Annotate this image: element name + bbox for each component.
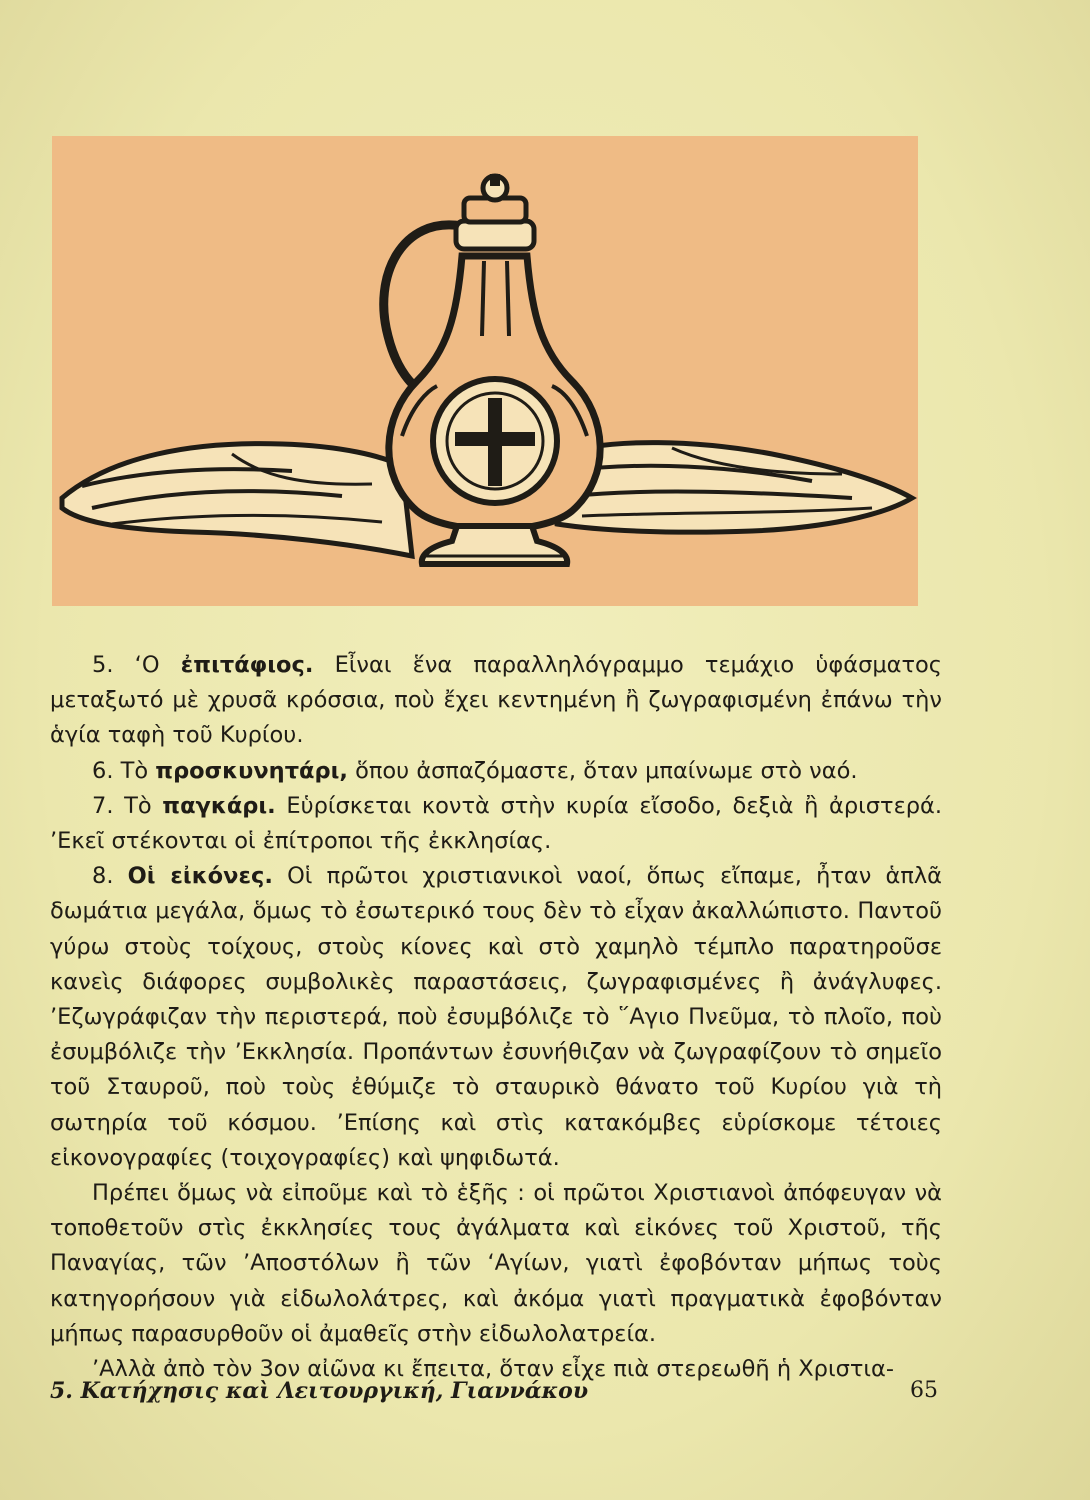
item-text: Οἱ πρῶτοι χριστιανικοὶ ναοί, ὅπως εἴπαμε, ἦταν ἁπλᾶ δωμάτια μεγάλα, ὅμως τὸ ἐσωτερικό τους δὲν τὸ εἶχαν ἀκαλλώπιστο. Παντοῦ γύρω στοὺς τοίχους, στοὺς κίονες καὶ στὸ χαμηλὸ τέμπλο παρατηροῦσε κανεὶς διάφορες συμβολικὲς παραστάσεις, ζωγραφισμένες ἢ ἀνάγλυφες. ’Εζωγράφιζαν τὴν περιστερά, ποὺ ἐσυμβόλιζε τὸ ῞Αγιο Πνεῦμα, τὸ πλοῖο, ποὺ ἐσυμβόλιζε τὴν ’Εκκλησία. Προπάντων ἐσυνήθιζαν νὰ ζωγραφίζουν τὸ σημεῖο τοῦ Σταυροῦ, ποὺ τοὺς ἐθύμιζε τὸ σταυρικὸ θάνατο τοῦ Κυρίου γιὰ τὴ σωτηρία τοῦ κόσμου. ’Επίσης καὶ στὶς κατακόμβες εὑρίσκομε τέτοιες εἰκονογραφίες (τοιχογραφίες) καὶ ψηφιδωτά. xyxy=(50,863,943,1171)
item-number: 6. Τὸ xyxy=(92,757,156,784)
paragraph-proskynitari xyxy=(50,754,942,789)
item-term: ἐπιτάφιος. xyxy=(180,652,314,678)
item-term: προσκυνητάρι, xyxy=(155,757,348,784)
paragraph-epitaphios xyxy=(50,648,942,754)
epitaphios-illustration xyxy=(52,136,918,606)
paragraph-first-christians xyxy=(50,1176,942,1352)
cloth-left xyxy=(62,444,412,556)
item-number: 7. Τὸ xyxy=(92,792,163,819)
item-text: Εἶναι ἕνα παραλληλόγραμμο τεμάχιο ὑφάσματος μεταξωτό μὲ χρυσᾶ κρόσσια, ποὺ ἔχει κεντημένη ἢ ζωγραφισμένη ἐπάνω τὴν ἁγία ταφὴ τοῦ Κυρίου. xyxy=(50,652,942,749)
paragraph-text: ’Αλλὰ ἀπὸ τὸν 3ον αἰῶνα κι ἔπειτα, ὅταν εἶχε πιὰ στερεωθῆ ἡ Χριστια- xyxy=(92,1356,894,1383)
item-number: 8. xyxy=(92,863,128,890)
page-number: 65 xyxy=(910,1378,938,1403)
book-title: 5. Κατήχησις καὶ Λειτουργική, Γιαννάκου xyxy=(50,1378,589,1404)
page-footer xyxy=(50,1378,938,1414)
item-number: 5. ‘Ο xyxy=(92,652,181,678)
ewer-and-cloth-drawing xyxy=(52,136,918,606)
cloth-right xyxy=(552,443,912,533)
item-term: παγκάρι. xyxy=(162,792,276,819)
item-text: Εὑρίσκεται κοντὰ στὴν κυρία εἴσοδο, δεξιὰ ἢ ἀριστερά. ’Εκεῖ στέκονται οἱ ἐπίτροποι τῆς ἐκκλησίας. xyxy=(50,792,942,855)
paragraph-pagkari xyxy=(50,789,942,859)
item-term: Οἱ εἰκόνες. xyxy=(127,863,273,890)
item-text: ὅπου ἀσπαζόμαστε, ὅταν μπαίνωμε στὸ ναό. xyxy=(347,757,858,784)
ewer-foot xyxy=(422,526,567,564)
body-text xyxy=(50,648,942,1387)
paragraph-eikones xyxy=(50,859,942,1176)
paragraph-text: Πρέπει ὅμως νὰ εἰποῦμε καὶ τὸ ἑξῆς : οἱ πρῶτοι Χριστιανοὶ ἀπόφευγαν νὰ τοποθετοῦν στὶς ἐκκλησίες τους ἀγάλματα καὶ εἰκόνες τοῦ Χριστοῦ, τῆς Παναγίας, τῶν ’Αποστόλων ἢ τῶν ‘Αγίων, γιατὶ ἐφοβόνταν μήπως τοὺς κατηγορήσουν γιὰ εἰδωλολάτρες, καὶ ἀκόμα γιατὶ πραγματικὰ ἐφοβόνταν μήπως παρασυρθοῦν οἱ ἀμαθεῖς στὴν εἰδωλολατρεία. xyxy=(50,1180,942,1347)
